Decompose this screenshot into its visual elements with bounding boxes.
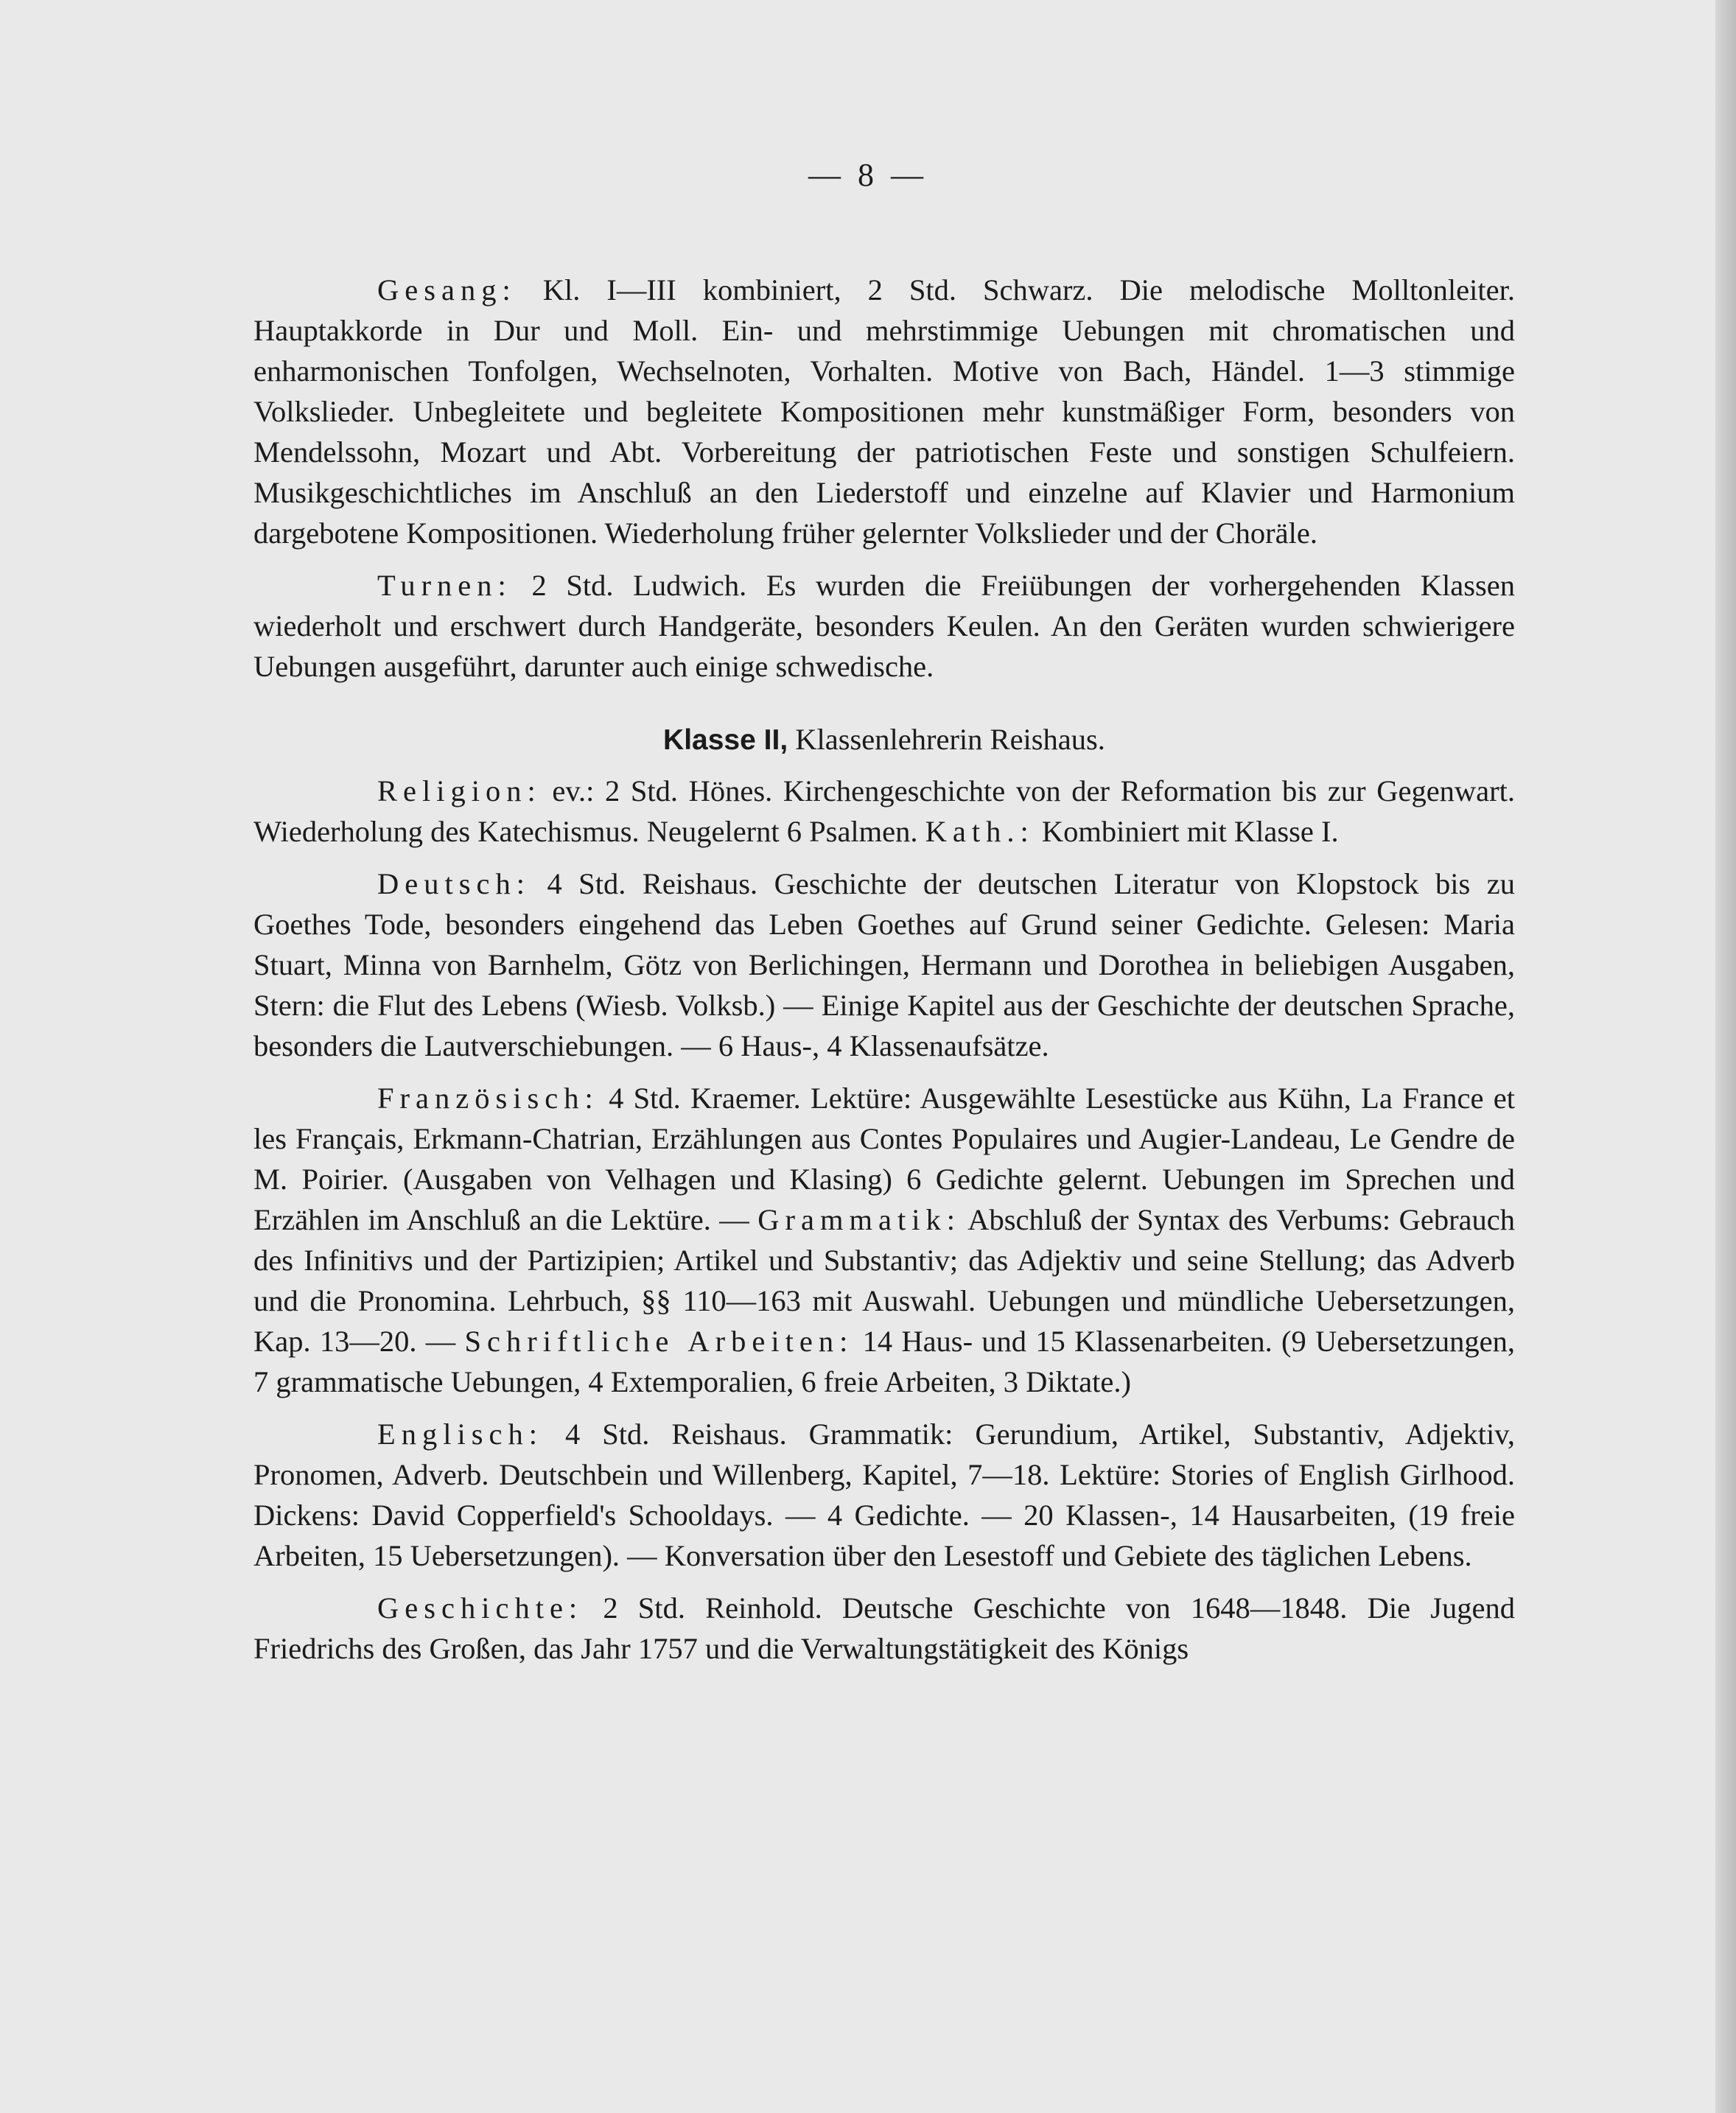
page-number: — 8 — <box>808 157 928 193</box>
paragraph-text: 4 Std. Reishaus. Grammatik: Gerundium, Artikel, Substantiv, Adjektiv, Pronomen, Adverb. Deutschbein und Willenberg, Kapitel, 7—18. Lektüre: Stories of English Girlhood. Dickens: David Copperfield's Schooldays. — 4 Gedichte. — 20 Klassen-, 14 Hausarbeiten, (19 freie Arbeiten, 15 Uebersetzungen). — Konversation über den Lesestoff und Gebiete des täglichen Lebens. <box>253 1418 1515 1572</box>
paragraph-text: 4 Std. Reishaus. Geschichte der deutschen Literatur von Klopstock bis zu Goethes Tode, besonders eingehend das Leben Goethes auf Grund seiner Gedichte. Gelesen: Maria Stuart, Minna von Barnhelm, Götz von Berlichingen, Hermann und Dorothea in beliebigen Ausgaben, Stern: die Flut des Lebens (Wiesb. Volksb.) — Einige Kapitel aus der Geschichte der deutschen Sprache, besonders die Lautverschiebungen. — 6 Haus-, 4 Klassenaufsätze. <box>253 867 1516 1062</box>
subject-label: Deutsch: <box>377 867 531 900</box>
paragraph-text: 2 Std. Reinhold. Deutsche Geschichte von 1648—1848. Die Jugend Friedrichs des Großen, das Jahr 1757 und die Verwaltungstätigkeit des Königs <box>253 1591 1516 1665</box>
subject-label: Englisch: <box>377 1418 543 1451</box>
paragraph-deutsch <box>253 863 1515 1066</box>
section-heading <box>253 719 1515 760</box>
subject-label: Turnen: <box>377 569 512 602</box>
paragraph-text: ev.: 2 Std. Hönes. Kirchengeschichte von der Reformation bis zur Gegenwart. Wiederholung des Katechismus. Neugelernt 6 Psalmen. <box>253 774 1516 848</box>
paragraph-religion <box>253 771 1515 852</box>
paragraph-text: 4 Std. Kraemer. Lektüre: Ausgewählte Lesestücke aus Kühn, La France et les Français, Erkmann-Chatrian, Erzählungen aus Contes Populaires und Augier-Landeau, Le Gendre de M. Poirier. (Ausgaben von Velhagen und Klasing) 6 Gedichte gelernt. Uebungen im Sprechen und Erzählen im Anschluß an die Lektüre. — <box>253 1082 1515 1236</box>
subject-label: Gesang: <box>377 273 517 306</box>
paragraph-turnen <box>253 565 1515 687</box>
scan-edge <box>1715 0 1736 2113</box>
section-title: Klasse II, <box>663 724 788 756</box>
paragraph-gesang <box>253 270 1515 553</box>
paragraph-text: Kombiniert mit Klasse I. <box>1041 815 1339 848</box>
paragraph-text: Abschluß der Syntax des Verbums: Gebrauch des Infinitivs und der Partizipien; Artikel und Substantiv; das Adjektiv und seine Stellung; das Adverb und die Pronomina. Lehrbuch, §§ 110—163 mit Auswahl. Uebungen und mündliche Uebersetzungen, Kap. 13—20. — <box>253 1203 1516 1358</box>
subject-sublabel: Grammatik: <box>757 1203 961 1236</box>
paragraph-englisch <box>253 1414 1515 1576</box>
paragraph-franzoesisch <box>253 1078 1515 1402</box>
subject-label: Religion: <box>377 774 542 807</box>
paragraph-text: 14 Haus- und 15 Klassenarbeiten. (9 Uebersetzungen, 7 grammatische Uebungen, 4 Extemporalien, 6 freie Arbeiten, 3 Diktate.) <box>253 1325 1516 1398</box>
paragraph-text: Kl. I—III kombiniert, 2 Std. Schwarz. Die melodische Molltonleiter. Hauptakkorde in Dur und Moll. Ein- und mehrstimmige Uebungen mit chromatischen und enharmonischen Tonfolgen, Wechselnoten, Vorhalten. Motive von Bach, Händel. 1—3 stimmige Volkslieder. Unbegleitete und begleitete Kompositionen mehr kunstmäßiger Form, besonders von Mendelssohn, Mozart und Abt. Vorbereitung der patriotischen Feste und sonstigen Schulfeiern. Musikgeschichtliches im Anschluß an den Liederstoff und einzelne auf Klavier und Harmonium dargebotene Kompositionen. Wiederholung früher gelernter Volkslieder und der Choräle. <box>253 273 1516 550</box>
paragraph-text: 2 Std. Ludwich. Es wurden die Freiübungen der vorhergehenden Klassen wiederholt und erschwert durch Handgeräte, besonders Keulen. An den Geräten wurden schwierigere Uebungen ausgeführt, darunter auch einige schwedische. <box>253 569 1515 683</box>
page-body <box>253 270 1515 1681</box>
subject-label: Französisch: <box>377 1082 599 1115</box>
paragraph-geschichte <box>253 1588 1515 1669</box>
section-teacher: Klassenlehrerin Reishaus. <box>795 723 1105 756</box>
subject-sublabel: Schriftliche Arbeiten: <box>464 1325 854 1358</box>
subject-sublabel: Kath.: <box>925 815 1035 848</box>
subject-label: Geschichte: <box>377 1591 584 1625</box>
